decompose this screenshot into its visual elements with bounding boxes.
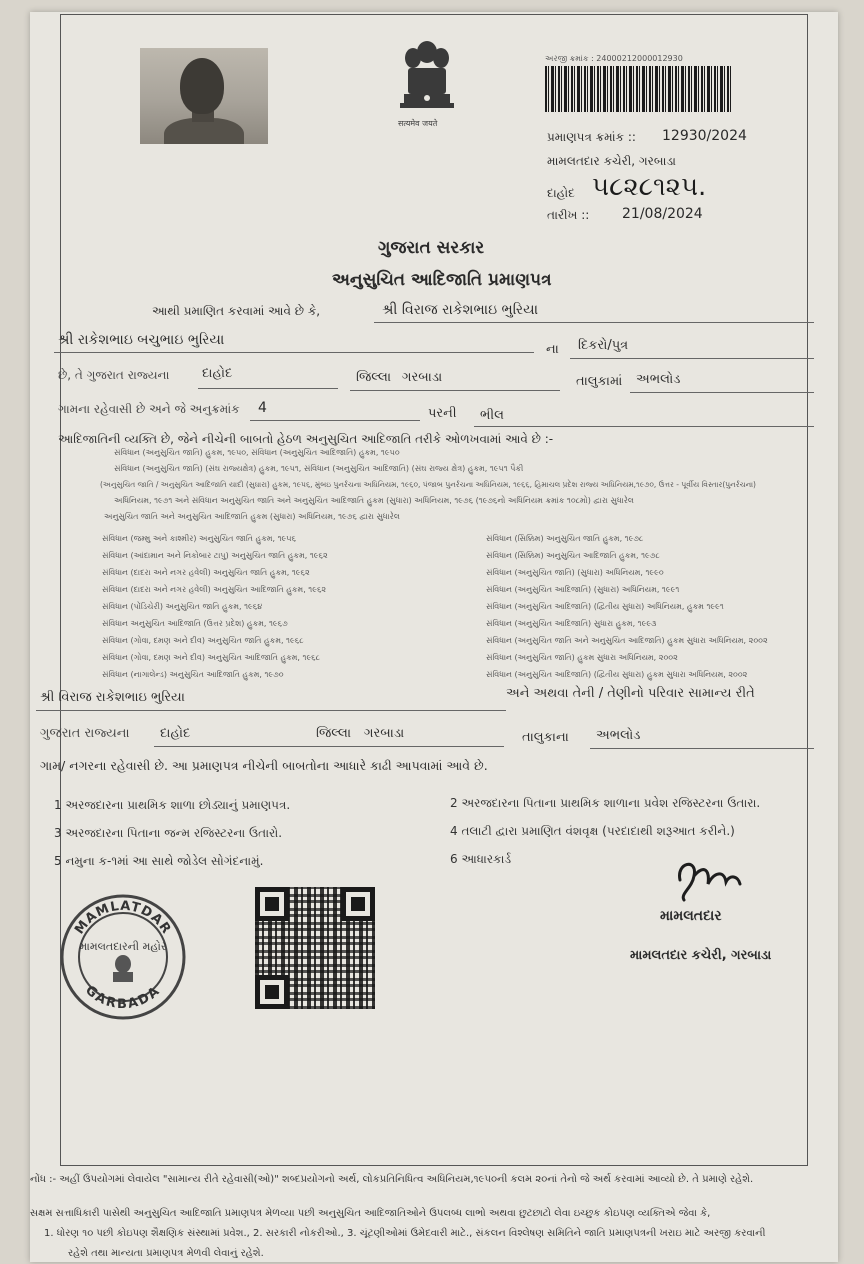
officer-signature bbox=[670, 850, 750, 910]
signatory-title: મામલતદાર bbox=[660, 908, 722, 924]
order-right-5: સંવિધાન (અનુસુચિત આદિજાતિ) (દ્વિતીય સુધારા) અધિનિયમ, હુકમ ૧૯૯૧ bbox=[486, 602, 724, 611]
taluka-label-1: તાલુકામાં bbox=[576, 374, 623, 389]
seal-top-text: MAMLATDAR bbox=[72, 898, 174, 938]
district-1: દાહોદ bbox=[202, 366, 233, 381]
place-label: દાહોદ bbox=[547, 186, 575, 200]
na-label: ના bbox=[546, 342, 559, 357]
state-prefix: છે, તે ગુજરાત રાજ્યના bbox=[58, 368, 170, 382]
order-right-9: સંવિધાન (અનુસુચિત આદિજાતિ) (દ્વિતીય સુધારા) હુકમ સુધારા અધિનિયમ, ૨૦૦૨ bbox=[486, 670, 748, 679]
family-text: અને અથવા તેની / તેણીનો પરિવાર સામાન્ય રીતે bbox=[506, 686, 755, 701]
order-line-2: સંવિધાન (અનુસુચિત જાતિ) (સંઘ રાજ્યક્ષેત્ર) હુકમ, ૧૯૫૧, સંવિધાન (અનુસુચિત આદિજાતિ) (સંઘ રાજ્ય ક્ષેત્ર) હુકમ, ૧૯૫૧ પૈકી bbox=[114, 464, 524, 473]
applicant-name-2: શ્રી વિરાજ રાકેશભાઇ ભુરિયા bbox=[40, 690, 185, 705]
relation: દિકરો/પુત્ર bbox=[578, 338, 629, 353]
footer-line-3: 1. ધોરણ ૧૦ પછી કોઇપણ શૈક્ષણિક સંસ્થામાં પ્રવેશ., 2. સરકારી નોકરીઓ., 3. ચૂંટણીઓમાં ઉમેદવારી માટે., સંકલન વિશ્લેષણ સમિતિને જાતિ પ્રમાણપત્રની ખરાઇ માટે અરજી કરવાની bbox=[44, 1228, 766, 1239]
order-line-3: (અનુસુચિત જાતિ / અનુસુચિત આદિજાતિ યાદી (સુધારા) હુકમ, ૧૯૫૬, મુંબઇ પુનર્રચના અધિનિયમ, ૧૯૬૦, પંજાબ પુનર્રચના અધિનિયમ, ૧૯૬૬, હિમાચલ પ્રદેશ રાજ્ય અધિનિયમ,૧૯૭૦, ઉત્તર - પૂર્વીય વિસ્તાર(પુનર્રચના) bbox=[100, 480, 756, 489]
order-left-4: સંવિધાન (દાદરા અને નગર હવેલી) અનુસુચિત આદિજાતિ હુકમ, ૧૯૬૨ bbox=[102, 585, 327, 594]
barcode bbox=[545, 66, 733, 112]
document-6: 6 આધારકાર્ડ bbox=[450, 852, 512, 866]
village-1: અભલોડ bbox=[636, 372, 681, 387]
taluka-1: ગરબાડા bbox=[402, 370, 443, 385]
order-line-4: અધિનિયમ, ૧૯૭૧ અને સંવિધાન અનુસુચિત જાતિ અને અનુસુચિત આદિજાતિ હુકમ (સુધારા) અધિનિયમ, ૧૯૭૬ (૧૯૭૬નો અધિનિયમ ક્રમાંક ૧૦૮મો) દ્વારા સુધારેલ bbox=[114, 496, 634, 505]
order-right-3: સંવિધાન (અનુસુચિત જાતિ) (સુધારા) અધિનિયમ, ૧૯૯૦ bbox=[486, 568, 664, 577]
resident-label: ગામના રહેવાસી છે અને જે અનુક્રમાંક bbox=[58, 402, 240, 416]
district-2: દાહોદ bbox=[160, 726, 191, 741]
footer-line-2: સક્ષમ સત્તાધિકારી પાસેથી અનુસુચિત આદિજાતિ પ્રમાણપત્ર મેળવ્યા પછી અનુસુચિત આદિજાતિઓને ઉપલબ્ધ લાભો અથવા છુટછાટો લેવા ઇચ્છુક કોઇપણ વ્યક્તિએ જેવા કે, bbox=[30, 1208, 711, 1219]
date-label: તારીખ :: bbox=[547, 208, 590, 222]
applicant-photo bbox=[140, 48, 268, 144]
svg-text:MAMLATDAR bbox=[72, 899, 174, 937]
seal-bottom-text: GARBADA bbox=[82, 983, 164, 1013]
state-prefix-2: ગુજરાત રાજ્યના bbox=[40, 726, 130, 741]
taluka-label-2: તાલુકાના bbox=[522, 730, 569, 745]
certificate-sheet bbox=[30, 12, 838, 1262]
footer-note: નોંધ :- અહીં ઉપયોગમાં લેવાયેલ "સામાન્ય રીતે રહેવાસી(ઓ)" શબ્દપ્રયોગનો અર્થ, લોકપ્રતિનિધિત્વ અધિનિયમ,૧૯૫૦ની કલમ ૨૦નાં તેનો જે અર્થ કરવામાં આવ્યો છે. તે પ્રમાણે રહેશે. bbox=[30, 1174, 754, 1185]
tribe-name: ભીલ bbox=[480, 408, 504, 423]
footer-line-4: રહેશે તથા માન્યતા પ્રમાણપત્ર મેળવી લેવાનું રહેશે. bbox=[68, 1248, 264, 1259]
document-5: 5 નમુના ક-૧માં આ સાથે જોડેલ સોગંદનામું. bbox=[54, 854, 264, 868]
document-1: 1 અરજદારના પ્રાથમિક શાળા છોડ્યાનું પ્રમાણપત્ર. bbox=[54, 798, 291, 812]
seal-emblem-icon bbox=[113, 955, 133, 982]
applicant-name: શ્રી વિરાજ રાકેશભાઇ ભુરિયા bbox=[382, 302, 539, 318]
taluka-2: ગરબાડા bbox=[364, 726, 405, 741]
father-name: શ્રી રાકેશભાઇ બચુભાઇ ભુરિયા bbox=[58, 332, 225, 348]
certificate-title: અનુસુચિત આદિજાતિ પ્રમાણપત્ર bbox=[332, 270, 552, 290]
basis-line: ગામ/ નગરના રહેવાસી છે. આ પ્રમાણપત્ર નીચેની બાબતોના આધારે કાઢી આપવામાં આવે છે. bbox=[40, 758, 488, 773]
order-right-8: સંવિધાન (અનુસુચિત જાતિ) હુકમ સુધારા અધિનિયમ, ૨૦૦૨ bbox=[486, 653, 678, 662]
district-label-1: જિલ્લા bbox=[356, 370, 392, 385]
document-3: 3 અરજદારના પિતાના જન્મ રજિસ્ટરના ઉતારો. bbox=[54, 826, 283, 840]
order-left-2: સંવિધાન (આંદામાન અને નિકોબાર ટાપુ) અનુસુચિત જાતિ હુકમ, ૧૯૬૨ bbox=[102, 551, 328, 560]
order-line-1: સંવિધાન (અનુસુચિત જાતિ) હુકમ, ૧૯૫૦, સંવિધાન (અનુસુચિત આદિજાતિ) હુકમ, ૧૯૫૦ bbox=[114, 448, 400, 457]
order-right-4: સંવિધાન (અનુસુચિત આદિજાતિ) (સુધારા) અધિનિયમ, ૧૯૯૧ bbox=[486, 585, 680, 594]
village-2: અભલોડ bbox=[596, 728, 641, 743]
order-right-1: સંવિધાન (સિક્કિમ) અનુસુચિત જાતિ હુકમ, ૧૯૭૮ bbox=[486, 534, 644, 543]
certify-intro: આથી પ્રમાણિત કરવામાં આવે છે કે, bbox=[152, 304, 321, 318]
order-left-7: સંવિધાન (ગોવા, દમણ અને દીવ) અનુસુચિત જાતિ હુકમ, ૧૯૬૮ bbox=[102, 636, 304, 645]
national-emblem-icon bbox=[394, 38, 460, 130]
document-2: 2 અરજદારના પિતાના પ્રાથમિક શાળાના પ્રવેશ રજિસ્ટરના ઉતારા. bbox=[450, 796, 761, 810]
serial-number: 4 bbox=[258, 400, 267, 416]
par-label: પરની bbox=[428, 406, 457, 421]
recognised-line: આદિજાતિની વ્યક્તિ છે, જેને નીચેની બાબતો હેઠળ અનુસુચિત આદિજાતિ તરીકે ઓળખવામાં આવે છે :- bbox=[58, 432, 554, 446]
mamlatdar-seal bbox=[58, 892, 188, 1022]
signatory-office: મામલતદાર કચેરી, ગરબાડા bbox=[630, 948, 772, 963]
govt-title: ગુજરાત સરકાર bbox=[378, 238, 485, 258]
order-left-3: સંવિધાન (દાદરા અને નગર હવેલી) અનુસુચિત જાતિ હુકમ, ૧૯૬૨ bbox=[102, 568, 310, 577]
order-right-7: સંવિધાન (અનુસુચિત જાતિ અને અનુસુચિત આદિજાતિ) હુકમ સુધારા અધિનિયમ, ૨૦૦૨ bbox=[486, 636, 768, 645]
handwritten-number: ૫૮૨૮૧૨૫. bbox=[592, 172, 707, 202]
seal-middle-text: મામલતદારની મહોર bbox=[79, 940, 167, 953]
order-left-9: સંવિધાન (નાગાલેન્ડ) અનુસુચિત આદિજાતિ હુકમ, ૧૯૭૦ bbox=[102, 670, 284, 679]
order-left-1: સંવિધાન (જમ્મુ અને કાશ્મીર) અનુસુચિત જાતિ હુકમ, ૧૯૫૬ bbox=[102, 534, 296, 543]
document-4: 4 તલાટી દ્વારા પ્રમાણિત વંશવૃક્ષ (પરદાદાથી શરૂઆત કરીને.) bbox=[450, 824, 735, 838]
application-number: અરજી ક્રમાંક : 24000212000012930 bbox=[545, 54, 683, 63]
cert-no: 12930/2024 bbox=[662, 128, 747, 144]
district-label-2: જિલ્લા bbox=[316, 726, 352, 741]
order-left-8: સંવિધાન (ગોવા, દમણ અને દીવ) અનુસુચિત આદિજાતિ હુકમ, ૧૯૬૮ bbox=[102, 653, 321, 662]
emblem-motto: सत्यमेव जयते bbox=[398, 119, 438, 128]
order-right-2: સંવિધાન (સિક્કિમ) અનુસુચિત આદિજાતિ હુકમ, ૧૯૭૮ bbox=[486, 551, 660, 560]
office-line: મામલતદાર કચેરી, ગરબાડા bbox=[547, 154, 676, 168]
svg-text:GARBADA bbox=[82, 983, 164, 1012]
order-right-6: સંવિધાન (અનુસુચિત આદિજાતિ) સુધારા હુકમ, ૧૯૯૩ bbox=[486, 619, 657, 628]
qr-code bbox=[255, 887, 375, 1009]
order-line-5: અનુસુચિત જાતિ અને અનુસુચિત આદિજાતિ હુકમ (સુધારા) અધિનિયમ, ૧૯૭૬ દ્વારા સુધારેલ bbox=[104, 512, 400, 521]
issue-date: 21/08/2024 bbox=[622, 206, 703, 222]
cert-no-label: પ્રમાણપત્ર ક્રમાંક :: bbox=[547, 130, 636, 144]
order-left-5: સંવિધાન (પોંડિચેરી) અનુસુચિત જાતિ હુકમ, ૧૯૬૪ bbox=[102, 602, 263, 611]
order-left-6: સંવિધાન અનુસુચિત આદિજાતિ (ઉત્તર પ્રદેશ) હુકમ, ૧૯૬૭ bbox=[102, 619, 288, 628]
